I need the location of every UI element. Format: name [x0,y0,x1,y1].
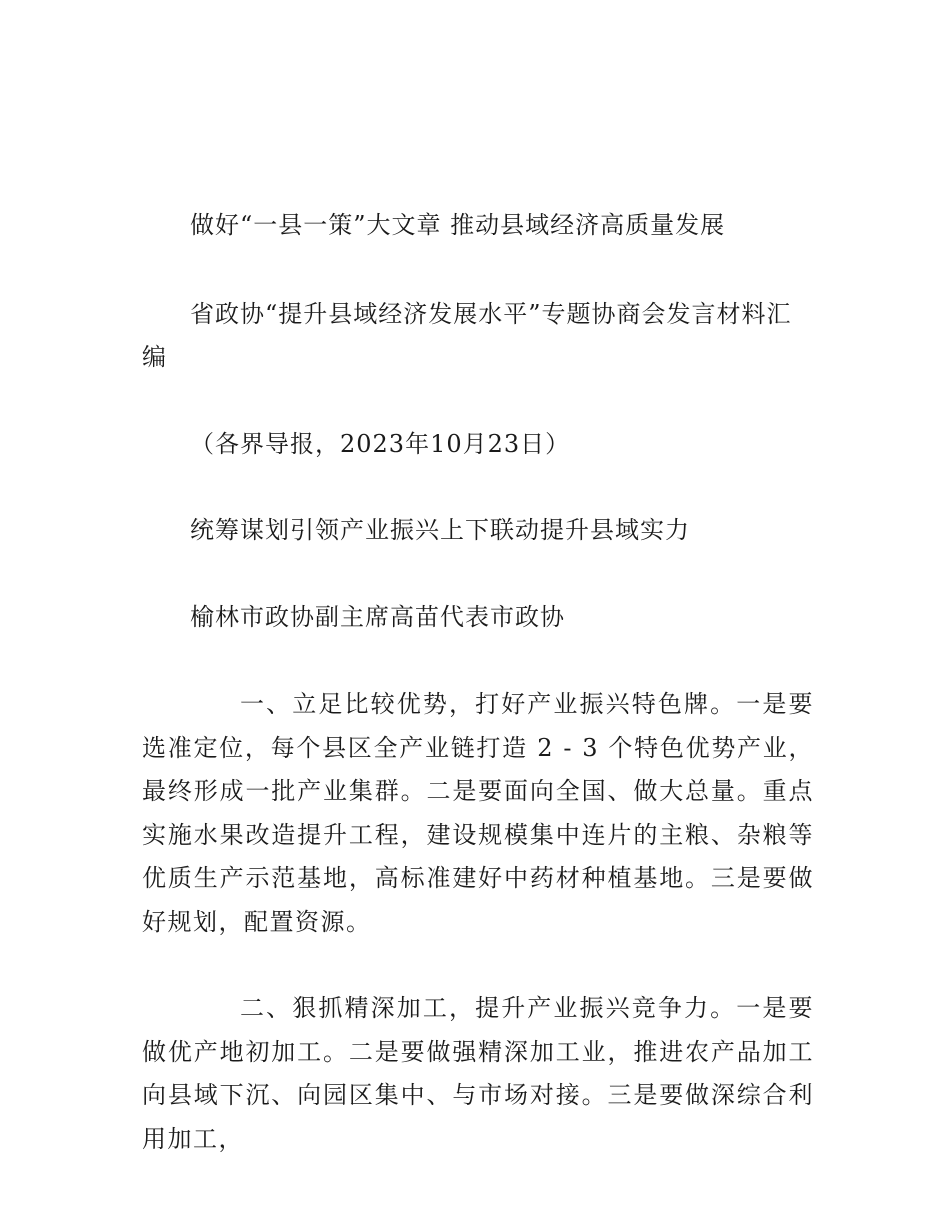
document-subtitle-continued: 编 [142,343,167,371]
source-note: （各界导报，2023年10月23日） [190,430,571,458]
speaker-line: 榆林市政协副主席高苗代表市政协 [190,603,565,631]
document-title: 做好“一县一策”大文章 推动县域经济高质量发展 [190,211,726,239]
body-paragraph-2: 二、狠抓精深加工，提升产业振兴竞争力。一是要做优产地初加工。二是要做强精深加工业，推进农产品加工向县域下沉、向园区集中、与市场对接。三是要做深综合利用加工， [142,994,814,1153]
document-subtitle: 省政协“提升县域经济发展水平”专题协商会发言材料汇 [190,300,792,328]
section-title: 统筹谋划引领产业振兴上下联动提升县域实力 [190,516,690,544]
body-paragraph-1: 一、立足比较优势，打好产业振兴特色牌。一是要选准定位，每个县区全产业链打造 2 - 3 个特色优势产业，最终形成一批产业集群。二是要面向全国、做大总量。重点实施水果改造提升工程，建设规模集中连片的主粮、杂粮等优质生产示范基地，高标准建好中药材种植基地。三是要做好规划，配置资源。 [142,690,814,936]
